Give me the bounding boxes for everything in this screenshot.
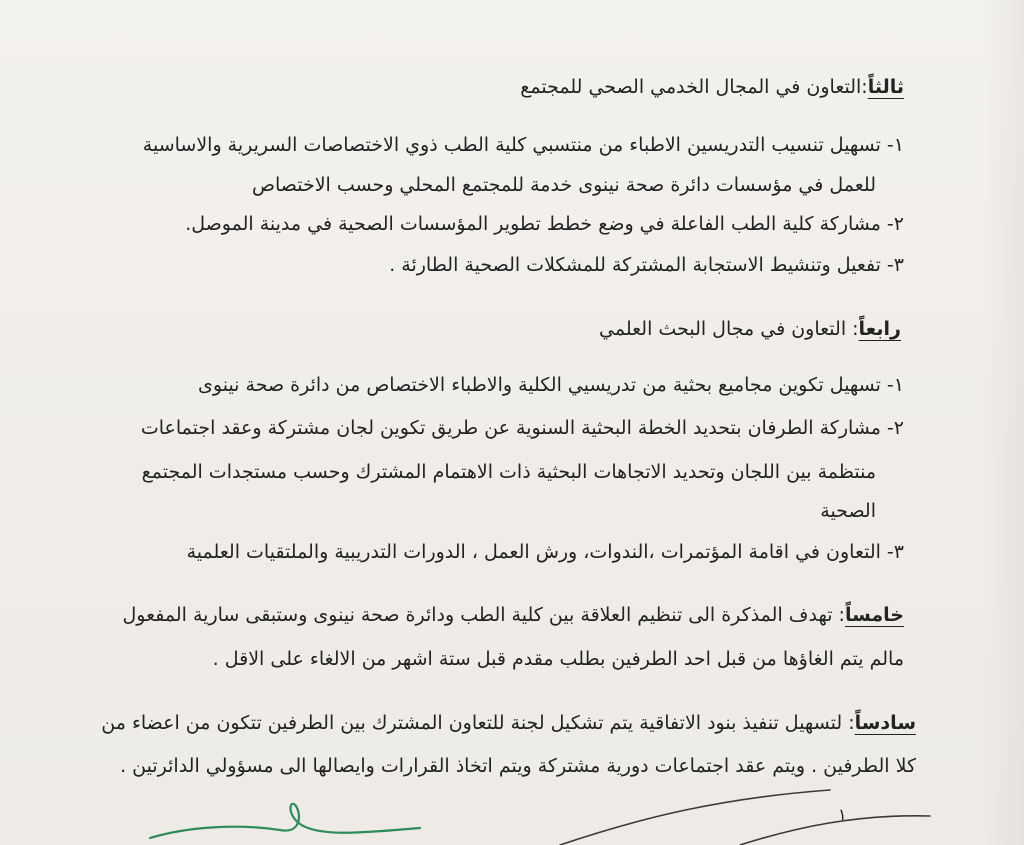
section5-line2: مالم يتم الغاؤها من قبل احد الطرفين بطلب مقدم قبل ستة اشهر من الالغاء على الاقل . [212, 648, 904, 670]
section6-label: سادساً [854, 712, 916, 734]
section5-label: خامساً [844, 604, 904, 626]
section4-item-2-line2: منتظمة بين اللجان وتحديد الاتجاهات البحثية ذات الاهتمام المشترك وحسب مستجدات المجتمع [141, 461, 876, 483]
section3-item-1-line1 [143, 134, 904, 157]
section4-label: رابعاً [858, 318, 901, 340]
section3-item-1-text: تسهيل تنسيب التدريسين الاطباء من منتسبي كلية الطب ذوي الاختصاصات السريرية والاساسية [142, 134, 881, 156]
section6-line2: كلا الطرفين . ويتم عقد اجتماعات دورية مشتركة ويتم اتخاذ القرارات وايصالها الى مسؤولي الدائرتين . [120, 755, 916, 777]
section3-item-1-line2: للعمل في مؤسسات دائرة صحة نينوى خدمة للمجتمع المحلي وحسب الاختصاص [251, 174, 876, 196]
section4-item-1-number: ١- [886, 374, 904, 396]
section4-item-3-number: ٣- [886, 541, 904, 563]
section4-item-3-text: التعاون في اقامة المؤتمرات ،الندوات، ورش العمل ، الدورات التدريبية والملتقيات العلمية [186, 541, 881, 563]
section3-title: :التعاون في المجال الخدمي الصحي للمجتمع [520, 76, 868, 98]
section6-line1 [101, 712, 916, 735]
section5-line1 [122, 604, 904, 627]
section4-item-2-line1 [141, 417, 904, 440]
section3-label: ثالثاً [867, 76, 904, 98]
section3-item-2-number: ٢- [886, 213, 904, 235]
section4-item-3 [187, 541, 904, 564]
section4-item-2-number: ٢- [886, 417, 904, 439]
section4-item-2-text: مشاركة الطرفان بتحديد الخطة البحثية السنوية عن طريق تكوين لجان مشتركة وعقد اجتماعات [140, 417, 881, 439]
section3-item-2 [185, 213, 904, 236]
section3-item-1-number: ١- [886, 134, 904, 156]
section5-text-line1: : تهدف المذكرة الى تنظيم العلاقة بين كلية الطب ودائرة صحة نينوى وستبقى سارية المفعول [122, 604, 845, 626]
section4-item-1-text: تسهيل تكوين مجاميع بحثية من تدريسيي الكلية والاطباء الاختصاص من دائرة صحة نينوى [198, 374, 881, 396]
section4-heading [599, 318, 901, 341]
section4-title: : التعاون في مجال البحث العلمي [599, 318, 859, 340]
section4-item-1 [198, 374, 904, 397]
section6-text-line1: : لتسهيل تنفيذ بنود الاتفاقية يتم تشكيل لجنة للتعاون المشترك بين الطرفين تتكون من اعضاء من [101, 712, 855, 734]
section3-item-3 [389, 254, 904, 277]
section3-item-2-text: مشاركة كلية الطب الفاعلة في وضع خطط تطوير المؤسسات الصحية في مدينة الموصل. [185, 213, 881, 235]
section4-item-2-line3: الصحية [820, 500, 876, 522]
section3-item-3-number: ٣- [886, 254, 904, 276]
section3-item-3-text: تفعيل وتنشيط الاستجابة المشتركة للمشكلات الصحية الطارئة . [389, 254, 881, 276]
page-number: ١ [838, 805, 847, 824]
section3-heading [520, 76, 904, 99]
